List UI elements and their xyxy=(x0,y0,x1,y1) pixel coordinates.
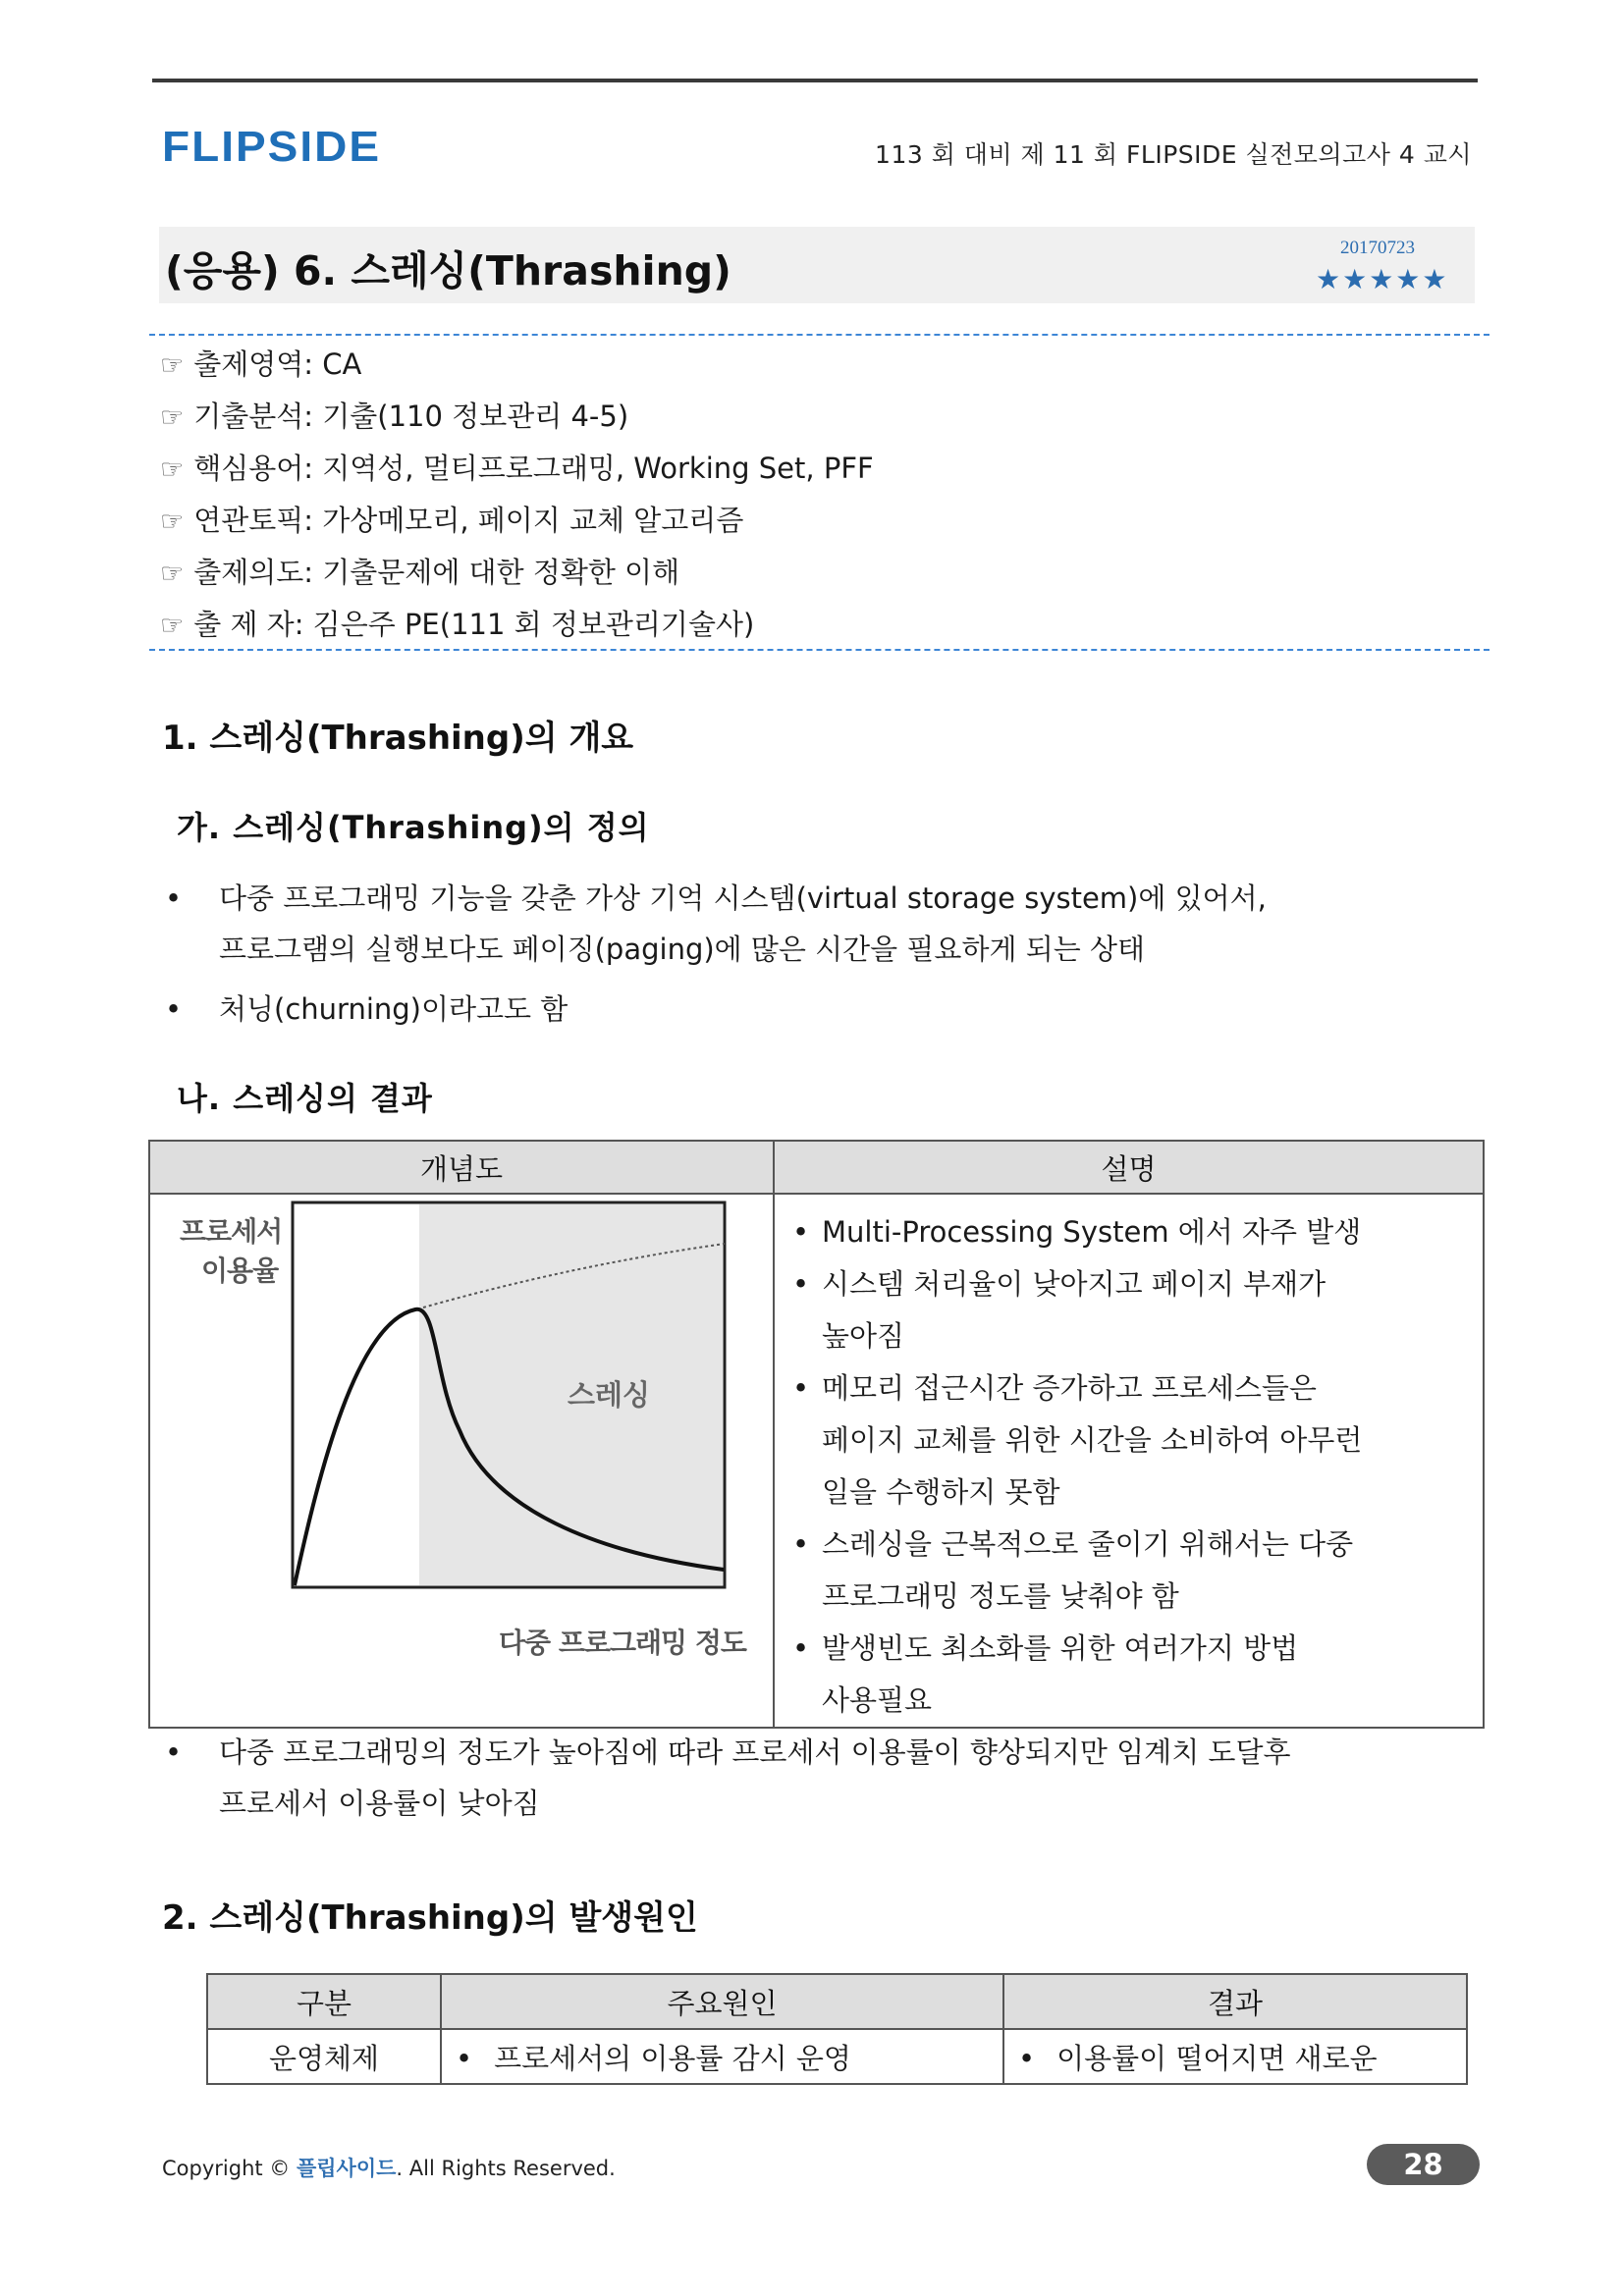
meta-item: ☞ 출제영역: CA xyxy=(160,347,362,381)
question-title: (응용) 6. 스레싱(Thrashing) xyxy=(165,247,731,294)
bullet-dot: • xyxy=(456,2041,473,2075)
meta-top-divider xyxy=(149,334,1489,336)
description-item: • 시스템 처리율이 낮아지고 페이지 부재가 높아짐 xyxy=(788,1258,1473,1362)
bullet-dot: • xyxy=(792,1371,810,1405)
table-header-concept: 개념도 xyxy=(149,1141,774,1194)
bullet-dot: • xyxy=(165,1735,183,1769)
row-result: • 이용률이 떨어지면 새로운 xyxy=(1003,2029,1467,2084)
description-cell xyxy=(774,1194,1484,1728)
table-header-category: 구분 xyxy=(207,1974,441,2029)
bullet-dot: • xyxy=(1018,2041,1036,2075)
header-rule xyxy=(152,79,1478,82)
meta-item: ☞ 출제의도: 기출문제에 대한 정확한 이해 xyxy=(160,556,680,589)
description-item: • 발생빈도 최소화를 위한 여러가지 방법 사용필요 xyxy=(788,1623,1473,1727)
pointing-hand-icon: ☞ xyxy=(160,559,185,589)
section-2-heading: 2. 스레싱(Thrashing)의 발생원인 xyxy=(162,1898,698,1938)
meta-item: ☞ 연관토픽: 가상메모리, 페이지 교체 알고리즘 xyxy=(160,504,744,537)
exam-title: 113 회 대비 제 11 회 FLIPSIDE 실전모의고사 4 교시 xyxy=(875,140,1472,169)
y-axis-label-line2: 이용율 xyxy=(201,1255,279,1287)
table-header-result: 결과 xyxy=(1003,1974,1467,2029)
result-bullet: • 다중 프로그래밍의 정도가 높아짐에 따라 프로세서 이용률이 향상되지만 임계치 도달후 프로세서 이용률이 낮아짐 xyxy=(165,1727,1481,1829)
pointing-hand-icon: ☞ xyxy=(160,402,185,433)
difficulty-stars: ★★★★★ xyxy=(1316,263,1449,295)
meta-item: ☞ 핵심용어: 지역성, 멀티프로그래밍, Working Set, PFF xyxy=(160,452,874,485)
definition-bullet: • 다중 프로그래밍 기능을 갖춘 가상 기억 시스템(virtual storage system)에 있어서, 프로그램의 실행보다도 페이징(paging)에 많은 시간을 필요하게 되는 상태 xyxy=(165,873,1441,975)
meta-item: ☞ 기출분석: 기출(110 정보관리 4-5) xyxy=(160,400,629,433)
section-1a-heading: 가. 스레싱(Thrashing)의 정의 xyxy=(177,809,650,846)
description-list xyxy=(788,1206,1473,1727)
bullet-dot: • xyxy=(165,992,183,1026)
copyright-notice: Copyright © 플립사이드. All Rights Reserved. xyxy=(162,2157,616,2180)
meta-item: ☞ 출 제 자: 김은주 PE(111 회 정보관리기술사) xyxy=(160,608,755,641)
pointing-hand-icon: ☞ xyxy=(160,350,185,381)
bullet-dot: • xyxy=(792,1527,810,1561)
y-axis-label-line1: 프로세서 xyxy=(180,1215,283,1248)
bullet-dot: • xyxy=(792,1631,810,1665)
copyright-brand: 플립사이드 xyxy=(296,2157,397,2180)
description-item: • 스레싱을 근복적으로 줄이기 위해서는 다중 프로그래밍 정도를 낮춰야 함 xyxy=(788,1519,1473,1623)
section-1b-heading: 나. 스레싱의 결과 xyxy=(177,1080,433,1117)
section-1-heading: 1. 스레싱(Thrashing)의 개요 xyxy=(162,719,634,758)
table-header-cause: 주요원인 xyxy=(441,1974,1003,2029)
question-meta-list xyxy=(160,342,874,654)
table-header-description: 설명 xyxy=(774,1141,1484,1194)
bullet-dot: • xyxy=(165,881,183,915)
pointing-hand-icon: ☞ xyxy=(160,507,185,537)
description-item: • Multi-Processing System 에서 자주 발생 xyxy=(788,1206,1473,1258)
row-cause: • 프로세서의 이용률 감시 운영 xyxy=(441,2029,1003,2084)
question-date: 20170723 xyxy=(1340,238,1415,258)
meta-bottom-divider xyxy=(149,649,1489,651)
pointing-hand-icon: ☞ xyxy=(160,454,185,485)
thrashing-region-label: 스레싱 xyxy=(568,1378,651,1412)
description-item: • 메모리 접근시간 증가하고 프로세스들은 페이지 교체를 위한 시간을 소비하여 아무런 일을 수행하지 못함 xyxy=(788,1362,1473,1519)
row-category: 운영체제 xyxy=(207,2029,441,2084)
thrashing-result-table xyxy=(148,1140,1485,1729)
page-number-badge: 28 xyxy=(1367,2144,1480,2185)
pointing-hand-icon: ☞ xyxy=(160,611,185,641)
bullet-dot: • xyxy=(792,1267,810,1301)
definition-bullet: • 처닝(churning)이라고도 함 xyxy=(165,984,1441,1035)
concept-diagram-cell xyxy=(149,1194,774,1728)
thrashing-cause-table xyxy=(206,1973,1468,2085)
bullet-dot: • xyxy=(792,1215,810,1249)
flipside-logo: FLIPSIDE xyxy=(162,122,382,171)
x-axis-label: 다중 프로그래밍 정도 xyxy=(499,1627,746,1659)
